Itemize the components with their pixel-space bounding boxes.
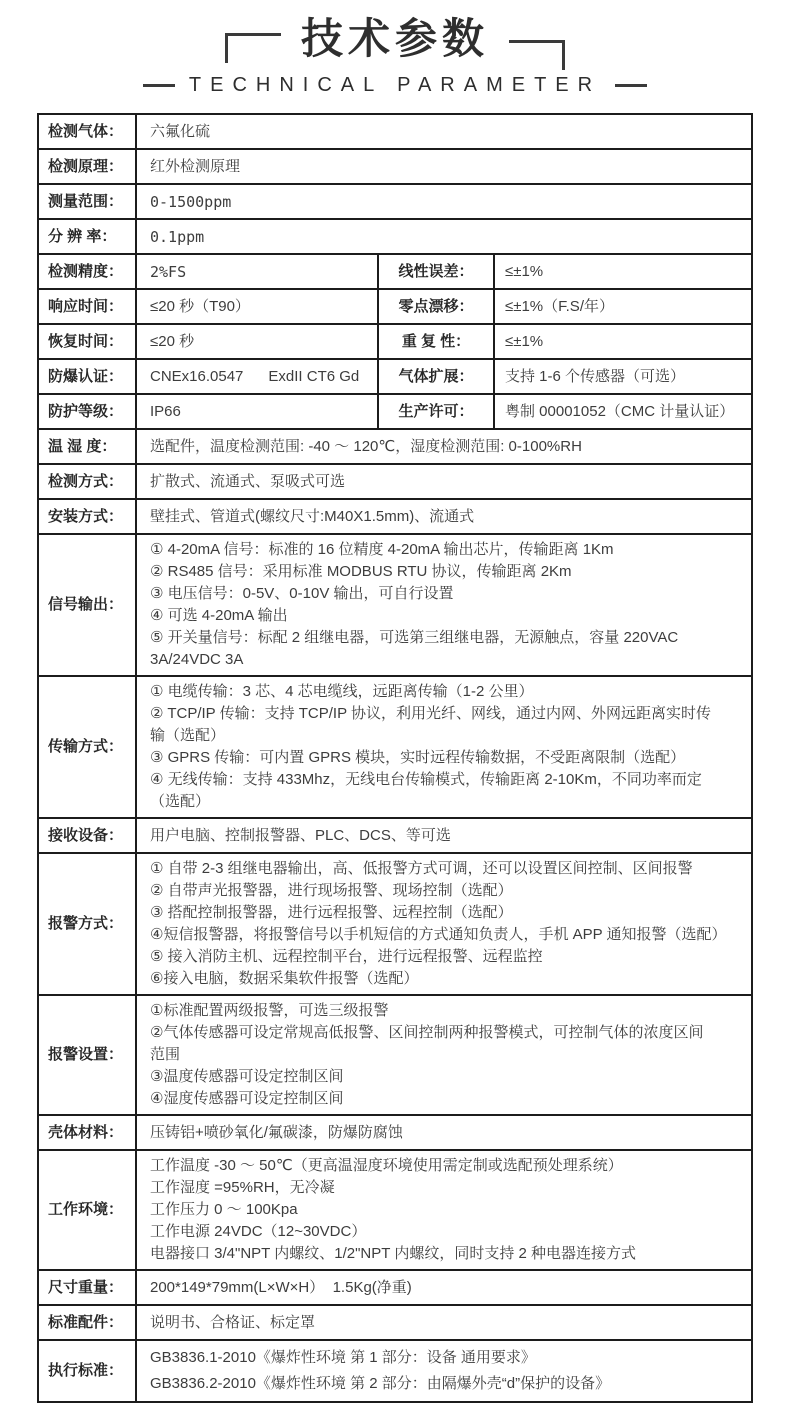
row-label: 测量范围： (39, 185, 137, 218)
row-value (137, 465, 751, 498)
value-line: 0.1ppm (150, 227, 205, 246)
row-label: 气体扩展： (379, 360, 495, 393)
page-title: 技术参数 (300, 15, 489, 62)
row-value: ≤±1%（F.S/年） (505, 297, 614, 315)
table-row (39, 465, 751, 500)
row-label: 检测方式： (39, 465, 137, 498)
value-line: ② RS485 信号：采用标准 MODBUS RTU 协议，传输距离 2Km (150, 563, 572, 580)
row-label: 信号输出： (39, 535, 137, 675)
row-label: 传输方式： (39, 677, 137, 817)
row-label: 线性误差： (379, 255, 495, 288)
table-row (39, 290, 751, 325)
value-line: 六氟化硫 (150, 122, 211, 140)
row-value (137, 819, 751, 852)
value-line: 输（选配） (150, 727, 226, 744)
row-value (137, 1116, 751, 1149)
table-row (39, 819, 751, 854)
value-line: 工作湿度 =95%RH，无冷凝 (150, 1179, 335, 1196)
row-value (137, 535, 751, 675)
value-line: GB3836.2-2010《爆炸性环境 第 2 部分：由隔爆外壳“d”保护的设备》 (150, 1375, 611, 1392)
row-value: ≤±1% (505, 262, 544, 280)
row-label: 检测精度： (39, 255, 137, 288)
row-value (137, 115, 751, 148)
row-value (137, 996, 751, 1114)
table-row (39, 395, 751, 430)
table-row (39, 1341, 751, 1401)
value-line: ② TCP/IP 传输：支持 TCP/IP 协议，利用光纤、网线，通过内网、外网远距离实时传 (150, 705, 711, 722)
value-line: 说明书、合格证、标定罩 (150, 1313, 316, 1331)
row-label: 重 复 性： (379, 325, 495, 358)
value-line: ④ 无线传输：支持 433Mhz，无线电台传输模式，传输距离 2-10Km，不同功率而定 (150, 771, 702, 788)
value-line: 用户电脑、控制报警器、PLC、DCS、等可选 (150, 826, 451, 844)
corner-bracket-left-icon (225, 33, 281, 63)
corner-bracket-right-icon (509, 40, 565, 70)
row-value: ≤±1% (505, 332, 544, 350)
spec-table (37, 113, 753, 1403)
table-row (39, 535, 751, 677)
page-header (0, 0, 790, 97)
row-value: 粤制 00001052（CMC 计量认证） (505, 402, 735, 420)
value-line: ①标准配置两级报警，可选三级报警 (150, 1002, 389, 1019)
value-line: ④短信报警器，将报警信号以手机短信的方式通知负责人，手机 APP 通知报警（选配） (150, 926, 727, 943)
value-line: 电器接口 3/4"NPT 内螺纹、1/2"NPT 内螺纹，同时支持 2 种电器连接方式 (150, 1245, 636, 1262)
value-line: ③温度传感器可设定控制区间 (150, 1068, 344, 1085)
row-value (137, 220, 751, 253)
row-value (137, 500, 751, 533)
table-row (39, 220, 751, 255)
value-line: ③ GPRS 传输：可内置 GPRS 模块，实时远程传输数据，不受距离限制（选配） (150, 749, 686, 766)
value-line: 工作压力 0 ～ 100Kpa (150, 1201, 298, 1218)
table-row (39, 996, 751, 1116)
row-value: IP66 (137, 395, 379, 428)
row-value (137, 1271, 751, 1304)
row-label: 标准配件： (39, 1306, 137, 1339)
row-value: CNEx16.0547 ExdII CT6 Gd (137, 360, 379, 393)
value-line: 选配件，温度检测范围: -40 ～ 120℃，湿度检测范围: 0-100%RH (150, 437, 582, 455)
row-label: 防护等级： (39, 395, 137, 428)
row-label: 安装方式： (39, 500, 137, 533)
value-line: ① 电缆传输：3 芯、4 芯电缆线，远距离传输（1-2 公里） (150, 683, 534, 700)
value-line: 3A/24VDC 3A (150, 651, 244, 668)
value-line: 工作温度 -30 ～ 50℃（更高温湿度环境使用需定制或选配预处理系统） (150, 1157, 623, 1174)
row-value (137, 430, 751, 463)
value-line: 壁挂式、管道式(螺纹尺寸:M40X1.5mm)、流通式 (150, 507, 475, 525)
row-label: 报警设置： (39, 996, 137, 1114)
page-subtitle: TECHNICAL PARAMETER (188, 74, 602, 96)
value-line: 扩散式、流通式、泵吸式可选 (150, 472, 346, 490)
value-line: 工作电源 24VDC（12~30VDC） (150, 1223, 367, 1240)
row-label: 温 湿 度： (39, 430, 137, 463)
row-label: 壳体材料： (39, 1116, 137, 1149)
value-line: ⑥接入电脑，数据采集软件报警（选配） (150, 970, 419, 987)
row-value (137, 1306, 751, 1339)
row-label: 分 辨 率： (39, 220, 137, 253)
table-row (39, 255, 751, 290)
row-label: 执行标准： (39, 1341, 137, 1401)
value-line: 范围 (150, 1046, 181, 1063)
row-value (137, 854, 751, 994)
value-line: （选配） (150, 793, 211, 810)
row-value (137, 677, 751, 817)
row-label: 恢复时间： (39, 325, 137, 358)
value-line: 压铸铝+喷砂氧化/氟碳漆，防爆防腐蚀 (150, 1123, 403, 1141)
table-row (39, 500, 751, 535)
row-label: 防爆认证： (39, 360, 137, 393)
row-label: 检测原理： (39, 150, 137, 183)
row-value (137, 185, 751, 218)
value-line: ③ 电压信号：0-5V、0-10V 输出，可自行设置 (150, 585, 454, 602)
row-label: 零点漂移： (379, 290, 495, 323)
table-row (39, 115, 751, 150)
table-row (39, 360, 751, 395)
table-row (39, 150, 751, 185)
row-value: 2%FS (137, 255, 379, 288)
row-label: 尺寸重量： (39, 1271, 137, 1304)
table-row (39, 1151, 751, 1271)
table-row (39, 430, 751, 465)
title-row (0, 16, 790, 70)
value-line: ④湿度传感器可设定控制区间 (150, 1090, 344, 1107)
row-value: 支持 1-6 个传感器（可选） (505, 367, 686, 385)
table-row (39, 1271, 751, 1306)
table-row (39, 185, 751, 220)
value-line: ④ 可选 4-20mA 输出 (150, 607, 288, 624)
subtitle-row (0, 74, 790, 97)
table-row (39, 325, 751, 360)
table-row (39, 854, 751, 996)
table-row (39, 1116, 751, 1151)
row-value: ≤20 秒（T90） (137, 290, 379, 323)
row-value (137, 150, 751, 183)
value-line: 红外检测原理 (150, 157, 241, 175)
subtitle-dash-left-icon (143, 84, 175, 87)
value-line: GB3836.1-2010《爆炸性环境 第 1 部分：设备 通用要求》 (150, 1349, 536, 1366)
value-line: ⑤ 开关量信号：标配 2 组继电器，可选第三组继电器，无源触点，容量 220VAC (150, 629, 679, 646)
value-line: ②气体传感器可设定常规高低报警、区间控制两种报警模式，可控制气体的浓度区间 (150, 1024, 704, 1041)
row-value: ≤20 秒 (137, 325, 379, 358)
value-line: ① 自带 2-3 组继电器输出，高、低报警方式可调，还可以设置区间控制、区间报警 (150, 860, 693, 877)
row-label: 工作环境： (39, 1151, 137, 1269)
value-line: ⑤ 接入消防主机、远程控制平台，进行远程报警、远程监控 (150, 948, 543, 965)
row-value (137, 1151, 751, 1269)
value-line: 200*149*79mm(L×W×H） 1.5Kg(净重) (150, 1278, 412, 1296)
row-label: 报警方式： (39, 854, 137, 994)
row-label: 响应时间： (39, 290, 137, 323)
value-line: ③ 搭配控制报警器，进行远程报警、远程控制（选配） (150, 904, 513, 921)
row-label: 生产许可： (379, 395, 495, 428)
table-row (39, 677, 751, 819)
row-label: 检测气体： (39, 115, 137, 148)
value-line: 0-1500ppm (150, 192, 232, 211)
value-line: ② 自带声光报警器，进行现场报警、现场控制（选配） (150, 882, 513, 899)
subtitle-dash-right-icon (615, 84, 647, 87)
row-value (137, 1341, 751, 1401)
table-row (39, 1306, 751, 1341)
row-label: 接收设备： (39, 819, 137, 852)
value-line: ① 4-20mA 信号：标准的 16 位精度 4-20mA 输出芯片，传输距离 1Km (150, 541, 614, 558)
